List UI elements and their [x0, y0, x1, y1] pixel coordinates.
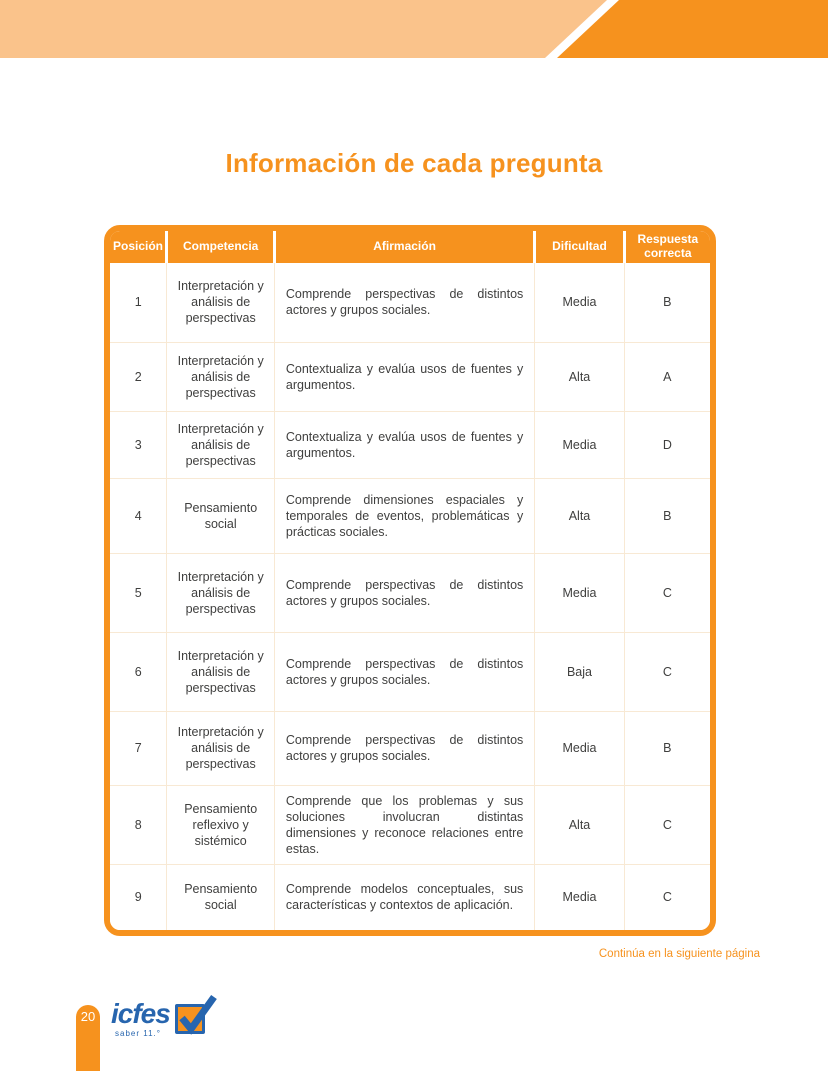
table-row — [110, 632, 710, 711]
cell-respuesta: C — [624, 785, 710, 864]
cell-afirmacion: Comprende que los problemas y sus soluciones involucran distintas dimensiones y reconoce relaciones entre estas. — [274, 785, 534, 864]
cell-competencia: Interpretación y análisis de perspectivas — [167, 342, 274, 411]
continuation-note: Continúa en la siguiente página — [598, 948, 760, 960]
cell-posicion: 6 — [110, 632, 167, 711]
table-row — [110, 553, 710, 632]
cell-posicion: 4 — [110, 478, 167, 553]
cell-posicion: 3 — [110, 411, 167, 478]
column-header-respuesta-correcta: Respuesta correcta — [624, 231, 710, 263]
cell-posicion: 2 — [110, 342, 167, 411]
cell-competencia: Pensamiento social — [167, 864, 274, 930]
cell-respuesta: C — [624, 864, 710, 930]
cell-respuesta: C — [624, 553, 710, 632]
checkmark-icon — [175, 993, 217, 1035]
cell-afirmacion: Contextualiza y evalúa usos de fuentes y argumentos. — [274, 342, 534, 411]
column-header-competencia: Competencia — [167, 231, 274, 263]
cell-dificultad: Alta — [535, 478, 624, 553]
cell-competencia: Interpretación y análisis de perspectivas — [167, 553, 274, 632]
icfes-logo — [111, 1000, 205, 1038]
cell-respuesta: B — [624, 711, 710, 785]
cell-dificultad: Media — [535, 411, 624, 478]
cell-dificultad: Media — [535, 553, 624, 632]
cell-afirmacion: Comprende dimensiones espaciales y temporales de eventos, problemáticas y prácticas sociales. — [274, 478, 534, 553]
cell-competencia: Interpretación y análisis de perspectivas — [167, 632, 274, 711]
logo-check-box — [175, 1004, 205, 1034]
table-header-row — [110, 231, 710, 263]
table-row — [110, 342, 710, 411]
table-row — [110, 785, 710, 864]
cell-competencia: Pensamiento reflexivo y sistémico — [167, 785, 274, 864]
page-number: 20 — [80, 1009, 96, 1024]
cell-posicion: 8 — [110, 785, 167, 864]
cell-respuesta: B — [624, 478, 710, 553]
logo-subtext: saber 11.° — [115, 1029, 161, 1038]
cell-dificultad: Baja — [535, 632, 624, 711]
cell-dificultad: Media — [535, 263, 624, 342]
cell-respuesta: B — [624, 263, 710, 342]
table-row — [110, 411, 710, 478]
cell-afirmacion: Comprende perspectivas de distintos actores y grupos sociales. — [274, 632, 534, 711]
column-header-posicion: Posición — [110, 231, 167, 263]
cell-respuesta: D — [624, 411, 710, 478]
cell-afirmacion: Comprende perspectivas de distintos actores y grupos sociales. — [274, 553, 534, 632]
table-row — [110, 263, 710, 342]
cell-competencia: Pensamiento social — [167, 478, 274, 553]
cell-afirmacion: Comprende perspectivas de distintos actores y grupos sociales. — [274, 711, 534, 785]
logo-wordmark: icfes — [111, 998, 170, 1029]
cell-dificultad: Alta — [535, 342, 624, 411]
page-title: Información de cada pregunta — [225, 148, 603, 178]
cell-dificultad: Media — [535, 711, 624, 785]
cell-competencia: Interpretación y análisis de perspectivas — [167, 411, 274, 478]
cell-posicion: 9 — [110, 864, 167, 930]
top-banner — [0, 0, 828, 58]
page-number-tab — [76, 1005, 100, 1071]
cell-dificultad: Alta — [535, 785, 624, 864]
cell-competencia: Interpretación y análisis de perspectivas — [167, 711, 274, 785]
cell-posicion: 1 — [110, 263, 167, 342]
column-header-afirmacion: Afirmación — [274, 231, 534, 263]
cell-posicion: 5 — [110, 553, 167, 632]
table-row — [110, 711, 710, 785]
cell-posicion: 7 — [110, 711, 167, 785]
cell-respuesta: A — [624, 342, 710, 411]
table-row — [110, 864, 710, 930]
cell-respuesta: C — [624, 632, 710, 711]
cell-afirmacion: Contextualiza y evalúa usos de fuentes y argumentos. — [274, 411, 534, 478]
question-info-table — [104, 225, 716, 936]
cell-dificultad: Media — [535, 864, 624, 930]
cell-afirmacion: Comprende modelos conceptuales, sus características y contextos de aplicación. — [274, 864, 534, 930]
column-header-dificultad: Dificultad — [535, 231, 624, 263]
table-row — [110, 478, 710, 553]
cell-afirmacion: Comprende perspectivas de distintos actores y grupos sociales. — [274, 263, 534, 342]
cell-competencia: Interpretación y análisis de perspectivas — [167, 263, 274, 342]
